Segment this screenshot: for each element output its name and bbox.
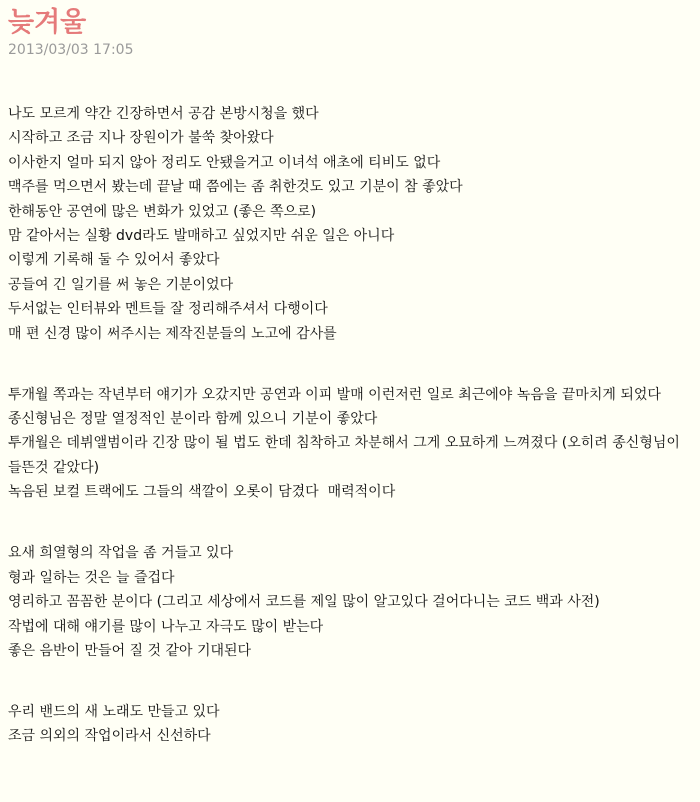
- text-line: 한해동안 공연에 많은 변화가 있었고 (좋은 쪽으로): [8, 203, 317, 220]
- post-body: [8, 102, 696, 785]
- post-date: 2013/03/03 17:05: [8, 42, 134, 58]
- text-line: 좋은 음반이 만들어 질 것 같아 기대된다: [8, 642, 252, 659]
- text-line: 맥주를 먹으면서 봤는데 끝날 때 쯤에는 좀 취한것도 있고 기분이 참 좋았다: [8, 179, 463, 196]
- paragraph-4: [8, 700, 696, 749]
- paragraph-3: [8, 541, 696, 663]
- text-line: 종신형님은 정말 열정적인 분이라 함께 있으니 기분이 좋았다: [8, 411, 378, 428]
- text-line: 맘 같아서는 실황 dvd라도 발매하고 싶었지만 쉬운 일은 아니다: [8, 228, 395, 245]
- text-line: 두서없는 인터뷰와 멘트들 잘 정리해주셔서 다행이다: [8, 301, 328, 318]
- text-line: 나도 모르게 약간 긴장하면서 공감 본방시청을 했다: [8, 106, 319, 122]
- text-line: 영리하고 꼼꼼한 분이다 (그리고 세상에서 코드를 제일 많이 알고있다 걸어다니는 코드 백과 사전): [8, 594, 600, 611]
- text-line: 이렇게 기록해 둘 수 있어서 좋았다: [8, 252, 220, 269]
- text-line: 매 편 신경 많이 써주시는 제작진분들의 노고에 감사를: [8, 325, 337, 342]
- text-line: 요새 희열형의 작업을 좀 거들고 있다: [8, 545, 234, 562]
- text-line: 작법에 대해 얘기를 많이 나누고 자극도 많이 받는다: [8, 618, 324, 635]
- paragraph-2: [8, 383, 696, 505]
- text-line: 이사한지 얼마 되지 않아 정리도 안됐을거고 이녀석 애초에 티비도 없다: [8, 154, 441, 171]
- post-title: 늦겨울: [8, 7, 87, 38]
- text-line: 우리 밴드의 새 노래도 만들고 있다: [8, 703, 220, 720]
- paragraph-1: [8, 102, 696, 346]
- text-line: 투개월 쪽과는 작년부터 얘기가 오갔지만 공연과 이피 발매 이런저런 일로 최근에야 녹음을 끝마치게 되었다: [8, 386, 661, 403]
- text-line: 녹음된 보컬 트랙에도 그들의 색깔이 오롯이 담겼다 매력적이다: [8, 484, 396, 501]
- text-line: 투개월은 데뷔앨범이라 긴장 많이 될 법도 한데 침착하고 차분해서 그게 오묘하게 느껴졌다 (오히려 종신형님이 들뜬것 같았다): [8, 435, 685, 476]
- text-line: 공들여 긴 일기를 써 놓은 기분이었다: [8, 276, 234, 293]
- text-line: 시작하고 조금 지나 장원이가 불쑥 찾아왔다: [8, 130, 274, 147]
- text-line: 조금 의외의 작업이라서 신선하다: [8, 728, 211, 745]
- text-line: 형과 일하는 것은 늘 즐겁다: [8, 569, 175, 586]
